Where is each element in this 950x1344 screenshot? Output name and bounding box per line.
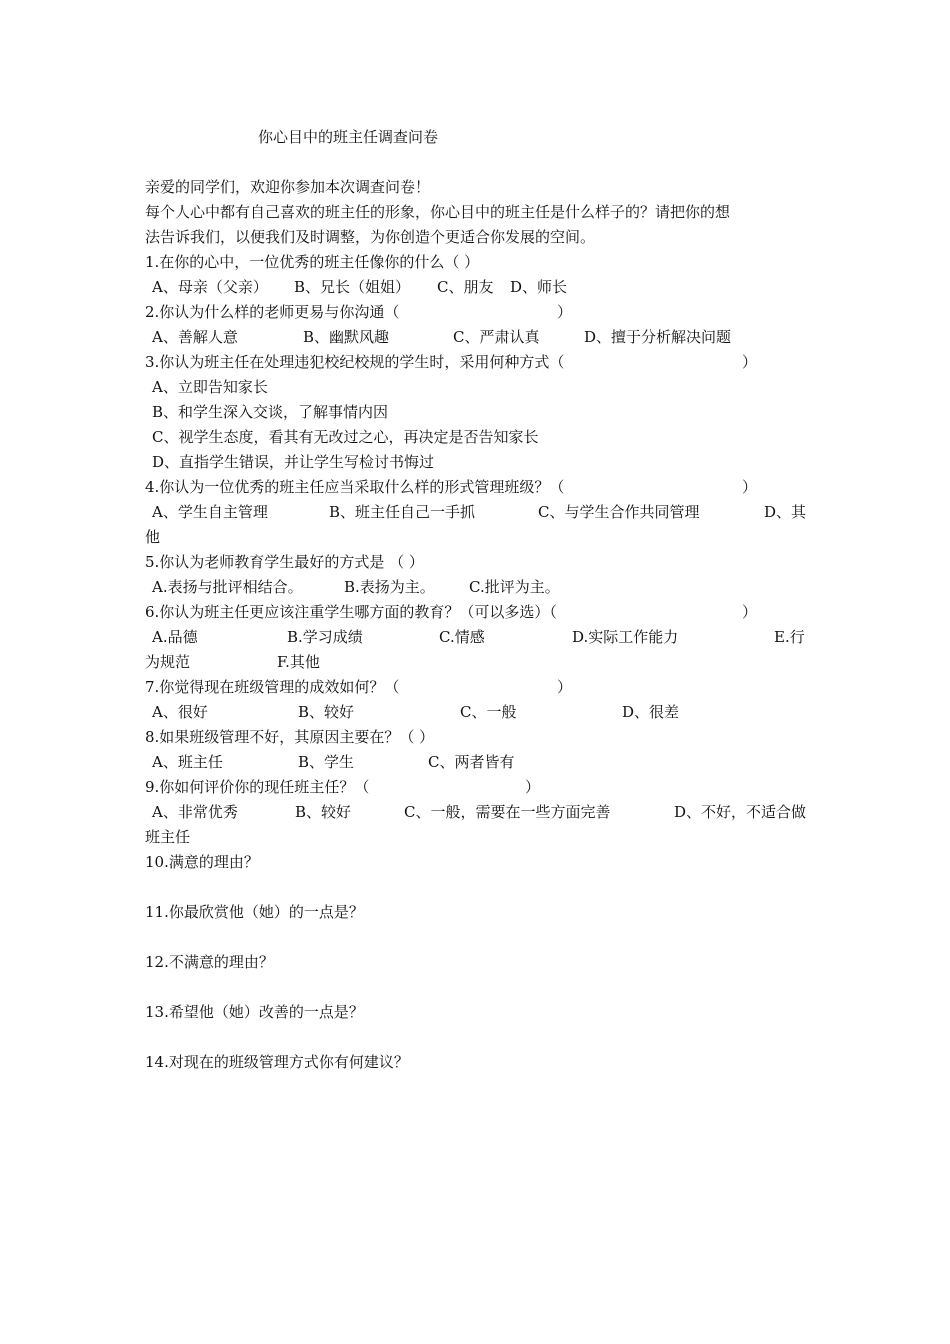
q6-option-a: A.品德 (152, 628, 198, 646)
q5-option-c: C.批评为主。 (469, 578, 560, 596)
intro-line-2: 法告诉我们，以便我们及时调整，为你创造个更适合你发展的空间。 (145, 228, 596, 246)
q2-option-a: A、善解人意 (152, 328, 238, 346)
intro-greeting: 亲爱的同学们，欢迎你参加本次调查问卷！ (145, 178, 431, 196)
q9-option-b: B、较好 (295, 803, 352, 821)
q6-option-b: B.学习成绩 (287, 628, 363, 646)
q6-option-e: E.行 (774, 628, 805, 646)
q8-option-a: A、班主任 (152, 753, 223, 771)
q8-option-b: B、学生 (298, 753, 355, 771)
q9-close-paren: ） (525, 778, 541, 796)
question-8: 8.如果班级管理不好，其原因主要在？（ ） (145, 728, 435, 746)
question-14: 14.对现在的班级管理方式你有何建议？ (145, 1053, 409, 1071)
q4-option-b: B、班主任自己一手抓 (329, 503, 476, 521)
q6-option-c: C.情感 (439, 628, 485, 646)
q1-option-b: B、兄长（姐姐） (294, 278, 411, 296)
q1-option-d: D、师长 (510, 278, 568, 296)
question-12: 12.不满意的理由？ (145, 953, 274, 971)
question-5: 5.你认为老师教育学生最好的方式是 （ ） (145, 553, 424, 571)
q6-option-e-wrap: 为规范 (145, 653, 191, 671)
q7-option-c: C、一般 (460, 703, 517, 721)
q4-option-a: A、学生自主管理 (152, 503, 268, 521)
q1-option-c: C、朋友 (437, 278, 494, 296)
q3-option-b: B、和学生深入交谈，了解事情内因 (152, 403, 389, 421)
q7-close-paren: ） (557, 678, 573, 696)
question-6: 6.你认为班主任更应该注重学生哪方面的教育？（可以多选）（ (145, 603, 557, 621)
q6-close-paren: ） (742, 603, 758, 621)
q9-option-a: A、非常优秀 (152, 803, 238, 821)
intro-line-1: 每个人心中都有自己喜欢的班主任的形象，你心目中的班主任是什么样子的？请把你的想 (145, 203, 731, 221)
question-11: 11.你最欣赏他（她）的一点是？ (145, 903, 364, 921)
q4-option-c: C、与学生合作共同管理 (538, 503, 700, 521)
question-4: 4.你认为一位优秀的班主任应当采取什么样的形式管理班级？（ (145, 478, 565, 496)
question-7: 7.你觉得现在班级管理的成效如何？（ (145, 678, 400, 696)
q2-option-b: B、幽默风趣 (303, 328, 390, 346)
q3-option-c: C、视学生态度，看其有无改过之心，再决定是否告知家长 (152, 428, 539, 446)
q8-option-c: C、两者皆有 (428, 753, 515, 771)
q4-close-paren: ） (742, 478, 758, 496)
q1-option-a: A、母亲（父亲） (152, 278, 268, 296)
q6-option-d: D.实际工作能力 (572, 628, 679, 646)
q9-option-d: D、不好，不适合做 (674, 803, 807, 821)
q3-option-d: D、直指学生错误，并让学生写检讨书悔过 (152, 453, 435, 471)
q5-option-b: B.表扬为主。 (344, 578, 435, 596)
q6-option-f: F.其他 (277, 653, 320, 671)
question-1: 1.在你的心中，一位优秀的班主任像你的什么（ ） (145, 253, 480, 271)
q9-option-d-wrap: 班主任 (145, 828, 191, 846)
q4-option-d: D、其 (764, 503, 807, 521)
q2-option-c: C、严肃认真 (453, 328, 540, 346)
q3-option-a: A、立即告知家长 (152, 378, 268, 396)
question-2: 2.你认为什么样的老师更易与你沟通（ (145, 303, 400, 321)
q2-close-paren: ） (557, 303, 573, 321)
q2-option-d: D、擅于分析解决问题 (584, 328, 732, 346)
q7-option-a: A、很好 (152, 703, 208, 721)
q5-option-a: A.表扬与批评相结合。 (152, 578, 303, 596)
question-3: 3.你认为班主任在处理违犯校纪校规的学生时，采用何种方式（ (145, 353, 565, 371)
question-13: 13.希望他（她）改善的一点是？ (145, 1003, 364, 1021)
question-10: 10.满意的理由？ (145, 853, 259, 871)
q7-option-b: B、较好 (298, 703, 355, 721)
question-9: 9.你如何评价你的现任班主任？（ (145, 778, 370, 796)
q3-close-paren: ） (742, 353, 758, 371)
q9-option-c: C、一般，需要在一些方面完善 (404, 803, 611, 821)
page-title: 你心目中的班主任调查问卷 (258, 128, 439, 146)
q4-option-d-wrap: 他 (145, 528, 161, 546)
q7-option-d: D、很差 (622, 703, 680, 721)
